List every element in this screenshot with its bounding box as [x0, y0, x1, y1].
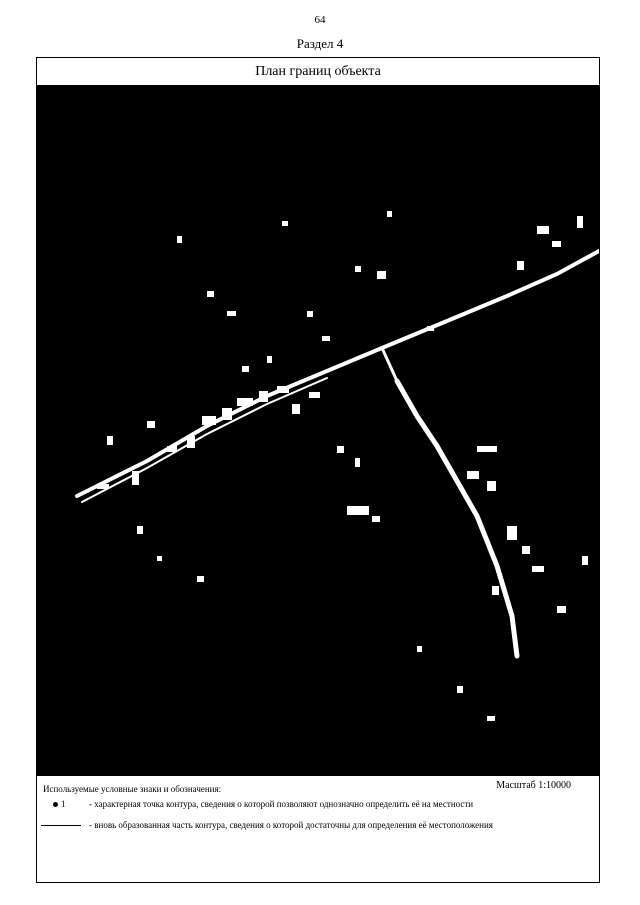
- point-symbol-label: 1: [61, 799, 66, 809]
- legend-heading: Используемые условные знаки и обозначения:: [43, 784, 222, 794]
- point-dot-icon: [53, 802, 58, 807]
- section-title: Раздел 4: [296, 36, 344, 51]
- legend-text-line: - вновь образованная часть контура, сведения о которой достаточны для определения её местоположения: [89, 820, 493, 830]
- page-number: 64: [314, 14, 326, 26]
- satellite-map: [37, 86, 599, 776]
- map-scale: Масштаб 1:10000: [496, 780, 571, 791]
- legend-text-point: - характерная точка контура, сведения о которой позволяют однозначно определить её на местности: [89, 799, 474, 809]
- plan-frame: [36, 57, 600, 883]
- line-symbol-icon: [41, 825, 81, 826]
- point-symbol: [53, 800, 81, 810]
- map-image: [37, 86, 599, 776]
- plan-title: План границ объекта: [37, 58, 599, 86]
